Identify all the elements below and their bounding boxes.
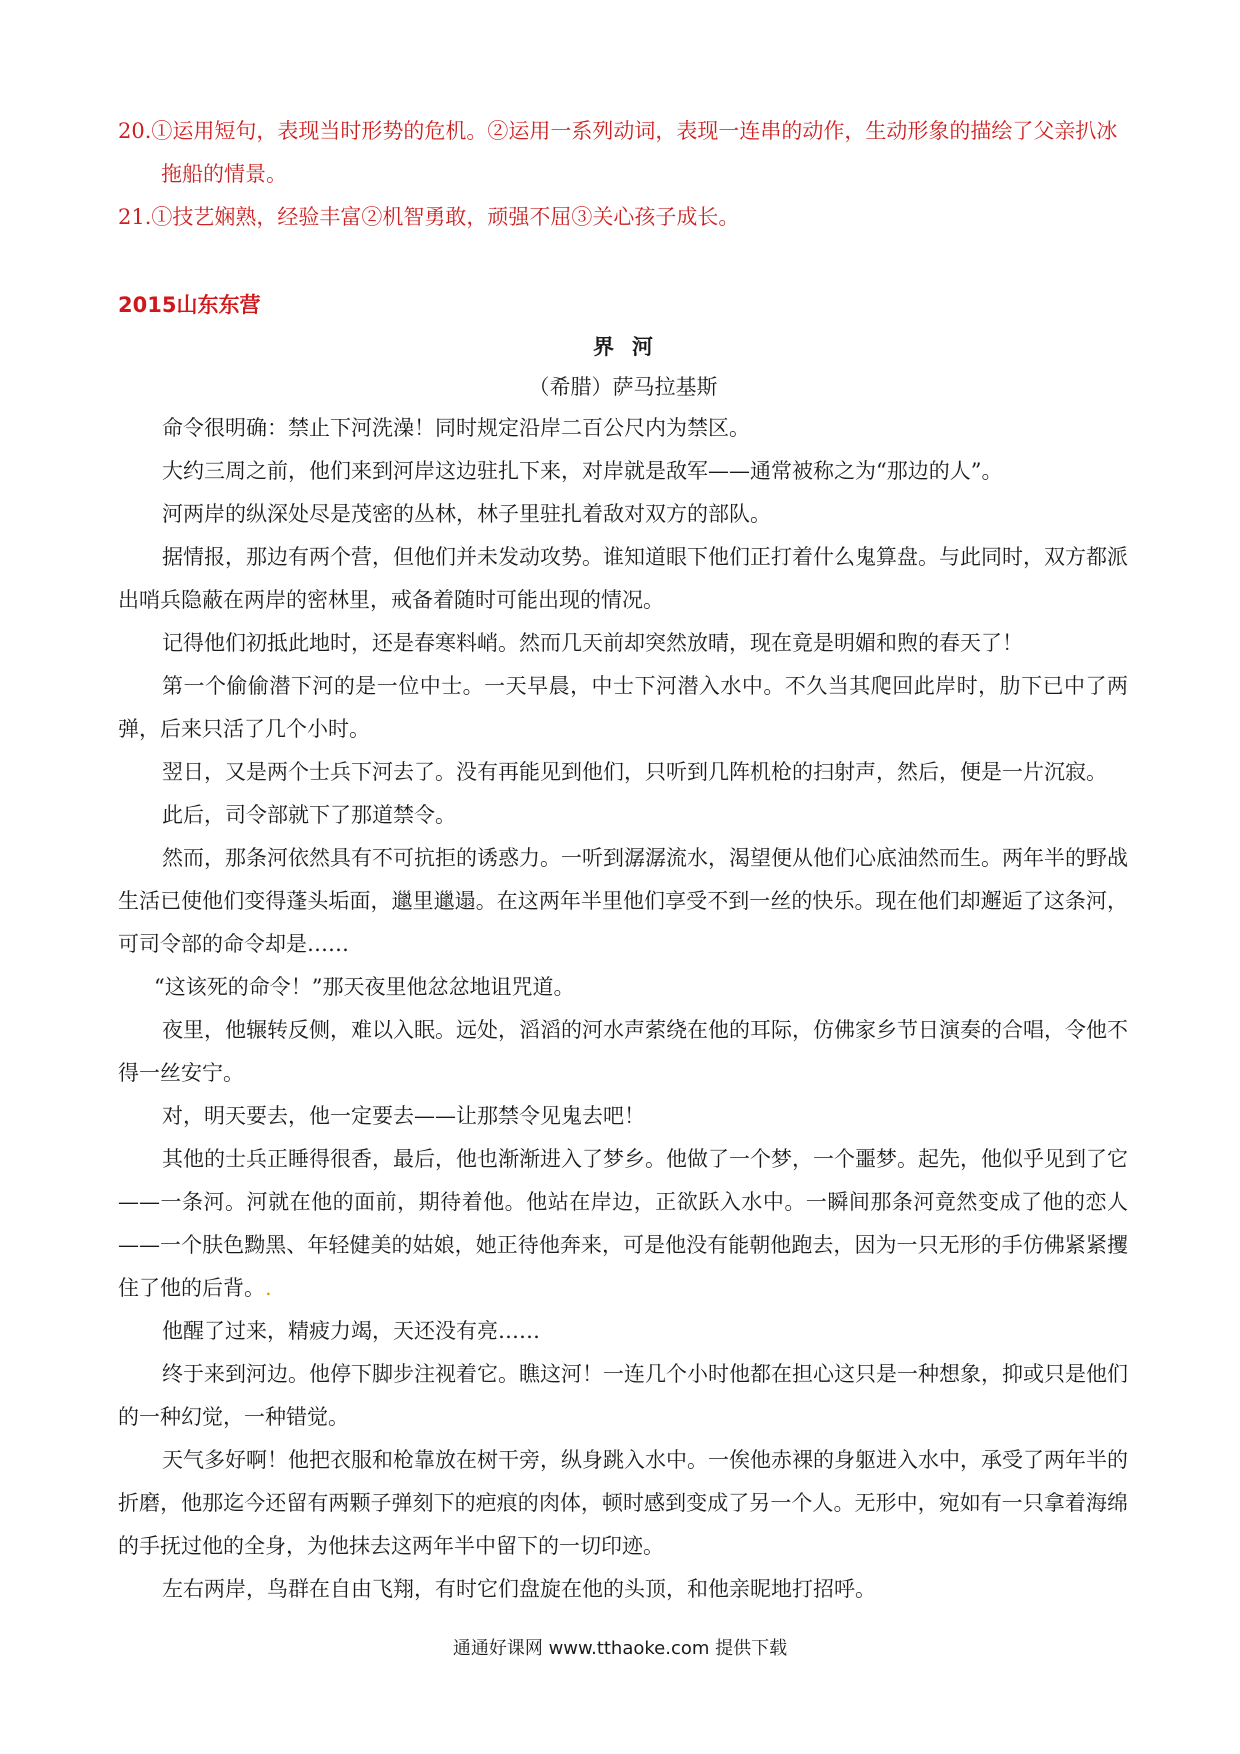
paragraph: 夜里，他辗转反侧，难以入眠。远处，滔滔的河水声萦绕在他的耳际，仿佛家乡节日演奏的合唱，令他不得一丝安宁。 [118, 1018, 1128, 1085]
answer-section [118, 110, 1128, 239]
answer-21 [118, 196, 1128, 239]
story-author: （希腊）萨马拉基斯 [528, 375, 718, 399]
paragraph: 天气多好啊！他把衣服和枪靠放在树干旁，纵身跳入水中。一俟他赤裸的身躯进入水中，承受了两年半的折磨，他那迄今还留有两颗子弹刻下的疤痕的肉体，顿时感到变成了另一个人。无形中，宛如有一只拿着海绵的手抚过他的全身，为他抹去这两年半中留下的一切印迹。 [118, 1448, 1128, 1558]
paragraph: 命令很明确：禁止下河洗澡！同时规定沿岸二百公尺内为禁区。 [162, 416, 750, 440]
answer-20 [118, 110, 1128, 196]
paragraph: 河两岸的纵深处尽是茂密的丛林，林子里驻扎着敌对双方的部队。 [162, 502, 771, 526]
paragraph: “这该死的命令！”那天夜里他忿忿地诅咒道。 [154, 975, 575, 999]
page-footer: 通通好课网 www.tthaoke.com 提供下载 [452, 1638, 788, 1659]
paragraph: 对，明天要去，他一定要去——让那禁令见鬼去吧！ [162, 1104, 645, 1128]
paragraph: 第一个偷偷潜下河的是一位中士。一天早晨，中士下河潜入水中。不久当其爬回此岸时，肋下已中了两弹，后来只活了几个小时。 [118, 674, 1128, 741]
paragraph: 然而，那条河依然具有不可抗拒的诱惑力。一听到潺潺流水，渴望便从他们心底油然而生。两年半的野战生活已使他们变得蓬头垢面，邋里邋遢。在这两年半里他们享受不到一丝的快乐。现在他们却邂逅了这条河，可司令部的命令却是…… [118, 846, 1128, 956]
paragraph [118, 1138, 1128, 1310]
paragraph: 大约三周之前，他们来到河岸这边驻扎下来，对岸就是敌军——通常被称之为“那边的人”。 [162, 459, 1003, 483]
paragraph: 记得他们初抵此地时，还是春寒料峭。然而几天前却突然放晴，现在竟是明媚和煦的春天了！ [162, 631, 1023, 655]
section-title: 2015山东东营 [118, 293, 261, 317]
story-title: 界河 [593, 334, 671, 359]
paragraph: 终于来到河边。他停下脚步注视着它。瞧这河！一连几个小时他都在担心这只是一种想象，抑或只是他们的一种幻觉，一种错觉。 [118, 1362, 1128, 1429]
paragraph: 他醒了过来，精疲力竭，天还没有亮…… [162, 1319, 540, 1343]
document-page [118, 110, 1128, 1611]
paragraph-text: 其他的士兵正睡得很香，最后，他也渐渐进入了梦乡。他做了一个梦，一个噩梦。起先，他似乎见到了它——一条河。河就在他的面前，期待着他。他站在岸边，正欲跃入水中。一瞬间那条河竟然变成了他的恋人——一个肤色黝黑、年轻健美的姑娘，她正待他奔来，可是他没有能朝他跑去，因为一只无形的手仿佛紧紧攫住了他的后背。 [118, 1147, 1128, 1300]
answer-text: ①技艺娴熟，经验丰富②机智勇敢，顽强不屈③关心孩子成长。 [151, 205, 740, 229]
paragraph: 此后，司令部就下了那道禁令。 [162, 803, 456, 827]
story-body [118, 407, 1128, 1611]
answer-label: 21. [118, 205, 152, 229]
answer-label: 20. [118, 119, 152, 143]
answer-text: ①运用短句，表现当时形势的危机。②运用一系列动词，表现一连串的动作，生动形象的描绘了父亲扒冰拖船的情景。 [151, 119, 1118, 186]
paragraph: 左右两岸，鸟群在自由飞翔，有时它们盘旋在他的头顶，和他亲昵地打招呼。 [162, 1577, 876, 1601]
stray-mark: . [265, 1276, 272, 1300]
paragraph: 据情报，那边有两个营，但他们并未发动攻势。谁知道眼下他们正打着什么鬼算盘。与此同时，双方都派出哨兵隐蔽在两岸的密林里，戒备着随时可能出现的情况。 [118, 545, 1128, 612]
paragraph: 翌日，又是两个士兵下河去了。没有再能见到他们，只听到几阵机枪的扫射声，然后，便是一片沉寂。 [162, 760, 1107, 784]
